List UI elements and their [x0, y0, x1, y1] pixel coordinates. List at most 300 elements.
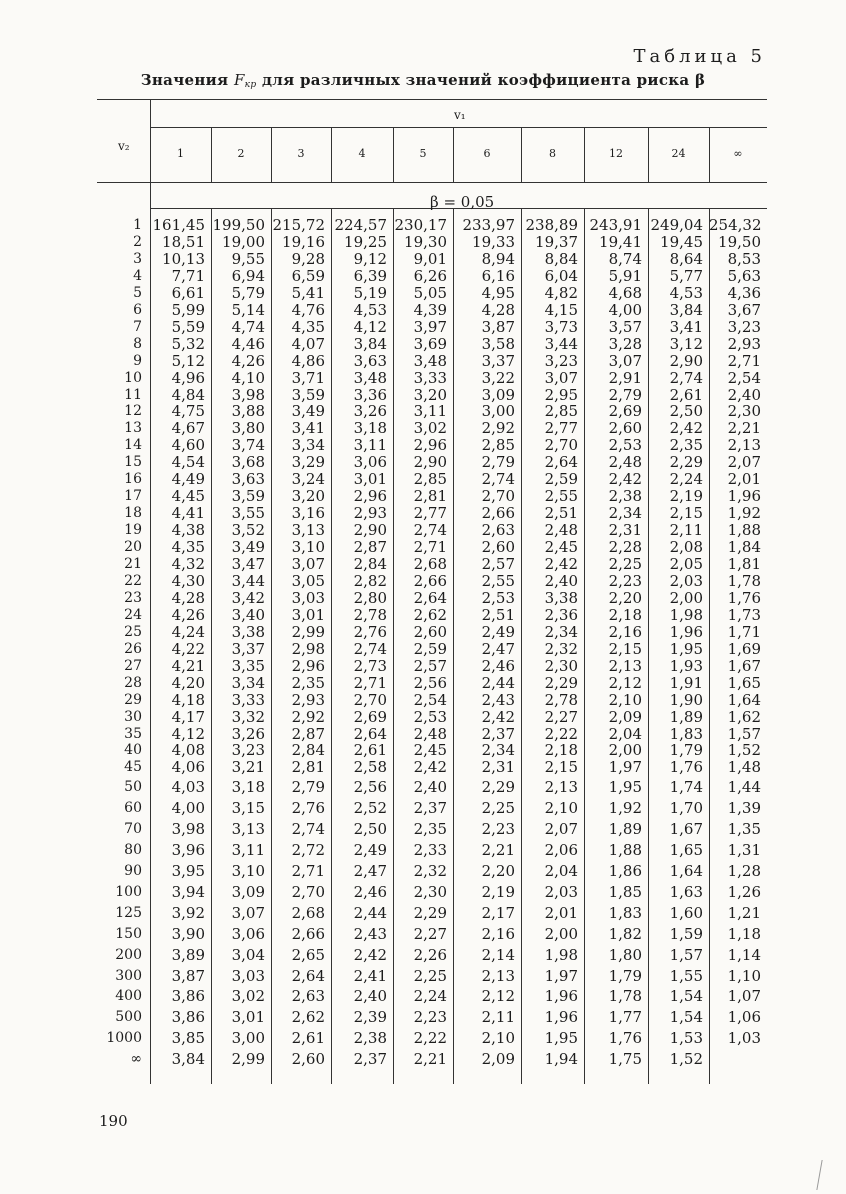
table-cell: 3,73 — [544, 317, 578, 336]
table-cell: 2,40 — [413, 778, 447, 797]
table-cell: 3,59 — [291, 385, 325, 404]
table-cell: 3,94 — [171, 882, 205, 901]
table-cell: 2,71 — [353, 673, 387, 692]
table-cell: 1,83 — [608, 903, 642, 922]
table-cell: 2,42 — [481, 707, 515, 726]
table-cell: 1,76 — [727, 588, 761, 607]
table-cell: 215,72 — [272, 216, 325, 234]
table-cell: 1,57 — [669, 945, 703, 964]
table-cell: 238,89 — [525, 216, 578, 234]
table-cell: 2,20 — [481, 862, 515, 880]
column-header: 8 — [549, 147, 556, 160]
row-label: 1 — [133, 217, 142, 233]
table-cell: 2,69 — [353, 707, 387, 726]
table-cell: 1,53 — [669, 1029, 703, 1048]
table-cell: 4,54 — [171, 453, 205, 472]
table-cell: 3,86 — [171, 987, 205, 1006]
table-cell: 4,03 — [171, 778, 205, 797]
table-cell: 3,18 — [353, 419, 387, 438]
table-cell: 1,98 — [544, 945, 578, 964]
table-cell: 1,54 — [669, 987, 703, 1006]
column-header: 2 — [237, 147, 245, 160]
table-cell: 3,32 — [231, 707, 265, 726]
table-cell: 4,95 — [481, 283, 515, 302]
table-cell: 2,79 — [481, 453, 515, 472]
table-cell: 2,46 — [353, 882, 387, 901]
table-cell: 2,96 — [413, 436, 447, 455]
table-cell: 4,17 — [171, 707, 205, 726]
table-cell: 1,95 — [608, 778, 642, 797]
table-cell: 1,31 — [727, 841, 761, 860]
table-cell: 1,82 — [608, 924, 642, 943]
row-label: 1000 — [106, 1030, 142, 1047]
row-label: 14 — [124, 437, 142, 454]
table-cell: 1,54 — [669, 1008, 703, 1027]
table-cell: 2,37 — [353, 1050, 387, 1069]
table-cell: 3,92 — [171, 903, 205, 922]
table-cell: 2,74 — [669, 368, 703, 387]
table-cell: 1,69 — [727, 639, 761, 658]
table-cell: 3,02 — [231, 987, 265, 1006]
table-cell: 3,20 — [291, 487, 325, 506]
table-cell: 1,88 — [727, 521, 761, 540]
table-cell: 2,01 — [544, 903, 578, 922]
table-cell: 3,21 — [231, 758, 265, 777]
table-cell: 2,34 — [481, 741, 515, 760]
table-cell: 2,60 — [291, 1050, 325, 1069]
table-cell: 2,35 — [413, 820, 447, 839]
table-cell: 3,47 — [231, 555, 265, 573]
table-cell: 1,97 — [544, 966, 578, 985]
row-label: 3 — [133, 250, 142, 267]
table-cell: 5,32 — [171, 334, 205, 353]
table-cell: 10,13 — [162, 249, 205, 268]
table-cell: 1,55 — [669, 966, 703, 985]
table-cell: 8,53 — [727, 249, 761, 268]
table-cell: 2,13 — [544, 778, 578, 797]
table-cell: 3,58 — [481, 334, 515, 353]
row-label: 12 — [124, 403, 142, 420]
table-cell: 1,79 — [608, 966, 642, 985]
table-cell: 2,87 — [353, 538, 387, 557]
table-cell: 2,20 — [608, 588, 642, 607]
table-cell: 2,65 — [291, 945, 325, 964]
table-cell: 3,84 — [669, 300, 703, 319]
table-cell: 5,41 — [291, 283, 325, 302]
table-cell: 2,26 — [413, 945, 447, 964]
table-cell: 4,12 — [171, 724, 205, 743]
column-header: 3 — [297, 147, 305, 160]
table-cell: 4,84 — [171, 385, 205, 404]
table-cell: 4,18 — [171, 690, 205, 709]
row-label: 500 — [115, 1009, 142, 1026]
row-label: 30 — [124, 708, 142, 725]
table-cell: 1,77 — [608, 1008, 642, 1027]
table-cell: 4,06 — [171, 758, 205, 777]
table-cell: 2,28 — [608, 538, 642, 557]
table-cell: 19,30 — [404, 232, 447, 251]
table-cell: 1,96 — [727, 487, 761, 506]
row-label: 17 — [124, 488, 142, 505]
table-cell: 19,37 — [535, 232, 578, 251]
table-cell: 1,90 — [669, 690, 703, 709]
table-cell: 5,12 — [171, 351, 205, 370]
table-cell: 4,26 — [171, 605, 205, 624]
column-header: 24 — [671, 147, 686, 160]
row-label: 60 — [124, 800, 142, 817]
page-title — [0, 71, 846, 90]
table-cell: 2,04 — [608, 724, 642, 743]
row-label: 21 — [124, 556, 142, 572]
table-cell: 2,00 — [669, 588, 703, 607]
table-cell: 19,33 — [472, 232, 515, 251]
table-cell: 3,06 — [231, 924, 265, 943]
table-cell: 1,28 — [727, 862, 761, 880]
table-cell: 2,82 — [353, 571, 387, 590]
table-cell: 3,98 — [171, 820, 205, 839]
table-cell: 2,81 — [413, 487, 447, 506]
table-cell: 3,67 — [727, 300, 761, 319]
table-cell: 3,20 — [413, 385, 447, 404]
row-label: 150 — [115, 925, 142, 942]
table-cell: 9,55 — [231, 249, 265, 268]
table-cell: 233,97 — [462, 216, 515, 234]
table-cell: 4,60 — [171, 436, 205, 455]
table-cell: 3,11 — [231, 841, 265, 860]
table-cell: 4,39 — [413, 300, 447, 319]
table-cell: 5,19 — [353, 283, 387, 302]
row-label: 27 — [124, 657, 142, 674]
table-cell: 1,21 — [727, 903, 761, 922]
table-cell: 2,24 — [669, 470, 703, 489]
table-cell: 19,45 — [660, 232, 703, 251]
table-cell: 2,42 — [669, 419, 703, 438]
table-cell: 2,91 — [608, 368, 642, 387]
table-cell: 3,87 — [481, 317, 515, 336]
table-cell: 5,77 — [669, 266, 703, 285]
table-cell: 2,27 — [544, 707, 578, 726]
table-cell: 2,85 — [481, 436, 515, 455]
table-cell: 2,60 — [413, 622, 447, 641]
table-cell: 3,10 — [231, 862, 265, 880]
table-cell: 3,86 — [171, 1008, 205, 1027]
table-cell: 2,48 — [608, 453, 642, 472]
table-cell: 4,96 — [171, 368, 205, 387]
table-cell: 2,42 — [353, 945, 387, 964]
table-cell: 5,05 — [413, 283, 447, 302]
table-cell: 2,42 — [413, 758, 447, 777]
table-cell: 8,94 — [481, 249, 515, 268]
table-cell: 2,30 — [544, 656, 578, 675]
table-cell: 1,03 — [727, 1029, 761, 1048]
table-cell: 1,81 — [727, 555, 761, 573]
table-cell: 3,29 — [291, 453, 325, 472]
table-cell: 1,92 — [608, 799, 642, 818]
table-cell: 2,63 — [291, 987, 325, 1006]
table-cell: 2,31 — [481, 758, 515, 777]
table-cell: 3,03 — [231, 966, 265, 985]
table-cell: 2,71 — [291, 862, 325, 880]
table-cell: 3,00 — [231, 1029, 265, 1048]
table-cell: 3,35 — [231, 656, 265, 675]
table-cell: 2,92 — [481, 419, 515, 438]
table-cell: 2,70 — [353, 690, 387, 709]
table-cell: 2,61 — [669, 385, 703, 404]
table-cell: 2,87 — [291, 724, 325, 743]
table-cell: 1,18 — [727, 924, 761, 943]
table-cell: 1,14 — [727, 945, 761, 964]
table-cell: 3,49 — [291, 402, 325, 421]
table-cell: 3,74 — [231, 436, 265, 455]
table-cell: 3,42 — [231, 588, 265, 607]
row-label: 4 — [133, 267, 142, 284]
table-cell: 2,61 — [291, 1029, 325, 1048]
table-cell: 4,36 — [727, 283, 761, 302]
table-cell: 2,46 — [481, 656, 515, 675]
table-cell: 5,14 — [231, 300, 265, 319]
table-cell: 3,40 — [231, 605, 265, 624]
table-cell: 4,82 — [544, 283, 578, 302]
table-cell: 2,10 — [608, 690, 642, 709]
table-cell: 2,85 — [544, 402, 578, 421]
table-cell: 3,84 — [353, 334, 387, 353]
table-cell: 3,63 — [353, 351, 387, 370]
table-cell: 2,18 — [544, 741, 578, 760]
table-cell: 2,54 — [727, 368, 761, 387]
table-cell: 2,48 — [544, 521, 578, 540]
table-cell: 2,25 — [481, 799, 515, 818]
row-label: 10 — [124, 369, 142, 386]
table-cell: 3,28 — [608, 334, 642, 353]
row-label: 29 — [124, 691, 142, 708]
table-cell: 2,15 — [544, 758, 578, 777]
table-cell: 3,24 — [291, 470, 325, 489]
table-cell: 3,23 — [231, 741, 265, 760]
table-cell: 9,28 — [291, 249, 325, 268]
table-cell: 1,89 — [608, 820, 642, 839]
table-cell: 3,00 — [481, 402, 515, 421]
table-cell: 3,33 — [413, 368, 447, 387]
table-cell: 6,16 — [481, 266, 515, 285]
table-cell: 2,13 — [481, 966, 515, 985]
table-cell: 2,35 — [291, 673, 325, 692]
column-header: 6 — [483, 147, 491, 160]
table-cell: 2,19 — [669, 487, 703, 506]
table-cell: 1,85 — [608, 882, 642, 901]
table-cell: 2,64 — [291, 966, 325, 985]
table-cell: 2,76 — [353, 622, 387, 641]
table-cell: 3,44 — [544, 334, 578, 353]
table-cell: 3,23 — [727, 317, 761, 336]
table-cell: 1,39 — [727, 799, 761, 818]
table-cell: 2,53 — [481, 588, 515, 607]
table-cell: 2,04 — [544, 862, 578, 880]
table-cell: 4,75 — [171, 402, 205, 421]
table-cell: 2,23 — [413, 1008, 447, 1027]
table-cell: 3,06 — [353, 453, 387, 472]
table-cell: 3,36 — [353, 385, 387, 404]
table-cell: 2,47 — [481, 639, 515, 658]
table-cell: 2,80 — [353, 588, 387, 607]
table-cell: 3,18 — [231, 778, 265, 797]
table-cell: 249,04 — [650, 216, 703, 234]
table-cell: 2,79 — [608, 385, 642, 404]
table-cell: 3,03 — [291, 588, 325, 607]
table-cell: 4,07 — [291, 334, 325, 353]
table-cell: 4,49 — [171, 470, 205, 489]
column-header: 5 — [419, 147, 427, 160]
table-cell: 2,45 — [544, 538, 578, 557]
table-cell: 3,34 — [291, 436, 325, 455]
table-cell: 2,37 — [413, 799, 447, 818]
table-cell: 3,13 — [291, 521, 325, 540]
table-cell: 4,10 — [231, 368, 265, 387]
row-label: 16 — [124, 471, 142, 488]
table-cell: 1,06 — [727, 1008, 761, 1027]
table-cell: 4,74 — [231, 317, 265, 336]
row-label: 22 — [124, 572, 142, 589]
table-cell: 2,13 — [608, 656, 642, 675]
table-cell: 1,63 — [669, 882, 703, 901]
table-cell: 2,42 — [608, 470, 642, 489]
table-cell: 2,99 — [231, 1050, 265, 1069]
row-label: 28 — [124, 674, 142, 691]
table-cell: 2,78 — [353, 605, 387, 624]
table-cell: 1,79 — [669, 741, 703, 760]
table-cell: 1,76 — [669, 758, 703, 777]
table-cell: 3,59 — [231, 487, 265, 506]
table-cell: 2,33 — [413, 841, 447, 860]
table-cell: 2,16 — [481, 924, 515, 943]
table-cell: 3,68 — [231, 453, 265, 472]
table-cell: 2,29 — [481, 778, 515, 797]
table-cell: 3,98 — [231, 385, 265, 404]
table-cell: 3,95 — [171, 862, 205, 880]
row-label: 8 — [133, 335, 142, 352]
table-cell: 2,05 — [669, 555, 703, 573]
table-cell: 1,83 — [669, 724, 703, 743]
table-cell: 4,45 — [171, 487, 205, 506]
table-cell: 2,62 — [413, 605, 447, 624]
table-cell: 2,70 — [291, 882, 325, 901]
table-cell: 2,15 — [669, 504, 703, 523]
table-cell: 1,80 — [608, 945, 642, 964]
table-cell: 2,66 — [291, 924, 325, 943]
table-cell: 2,53 — [413, 707, 447, 726]
table-cell: 19,25 — [344, 232, 387, 251]
table-cell: 2,41 — [353, 966, 387, 985]
table-cell: 4,86 — [291, 351, 325, 370]
scan-mark — [816, 1160, 828, 1190]
table-cell: 2,40 — [353, 987, 387, 1006]
table-cell: 2,51 — [481, 605, 515, 624]
table-cell: 1,52 — [727, 741, 761, 760]
column-header: 4 — [358, 147, 366, 160]
table-cell: 2,70 — [544, 436, 578, 455]
table-cell: 8,64 — [669, 249, 703, 268]
table-cell: 2,29 — [544, 673, 578, 692]
table-cell: 3,02 — [413, 419, 447, 438]
table-cell: 2,66 — [413, 571, 447, 590]
table-cell: 1,88 — [608, 841, 642, 860]
table-cell: 2,21 — [413, 1050, 447, 1069]
table-cell: 3,63 — [231, 470, 265, 489]
table-cell: 2,49 — [481, 622, 515, 641]
table-cell: 2,40 — [544, 571, 578, 590]
column-header: ∞ — [733, 147, 743, 160]
table-cell: 2,69 — [608, 402, 642, 421]
table-cell: 2,25 — [413, 966, 447, 985]
row-label: 5 — [133, 284, 142, 301]
table-cell: 230,17 — [394, 216, 447, 234]
table-cell: 1,98 — [669, 605, 703, 624]
table-cell: 2,53 — [608, 436, 642, 455]
table-cell: 2,23 — [481, 820, 515, 839]
table-cell: 19,50 — [718, 232, 761, 251]
table-cell: 2,85 — [413, 470, 447, 489]
table-cell: 2,74 — [353, 639, 387, 658]
table-cell: 4,38 — [171, 521, 205, 540]
row-label: 400 — [115, 988, 142, 1005]
table-cell: 2,03 — [669, 571, 703, 590]
table-cell: 4,32 — [171, 555, 205, 573]
table-cell: 2,11 — [669, 521, 703, 540]
table-cell: 2,77 — [413, 504, 447, 523]
page-number: 190 — [99, 1112, 128, 1130]
table-cell: 2,96 — [291, 656, 325, 675]
table-cell: 3,52 — [231, 521, 265, 540]
table-cell: 19,00 — [222, 232, 265, 251]
table-cell: 2,47 — [353, 862, 387, 880]
table-cell: 2,90 — [669, 351, 703, 370]
table-cell: 1,96 — [544, 987, 578, 1006]
table-cell: 2,34 — [544, 622, 578, 641]
table-cell: 2,55 — [544, 487, 578, 506]
table-cell: 2,93 — [291, 690, 325, 709]
table-cell: 254,32 — [709, 216, 762, 234]
column-header: 12 — [609, 147, 623, 160]
table-cell: 2,22 — [413, 1029, 447, 1048]
table-cell: 4,53 — [669, 283, 703, 302]
table-cell: 1,92 — [727, 504, 761, 523]
table-cell: 2,98 — [291, 639, 325, 658]
table-cell: 2,74 — [291, 820, 325, 839]
table-cell: 2,95 — [544, 385, 578, 404]
table-cell: 4,76 — [291, 300, 325, 319]
table-cell: 2,36 — [544, 605, 578, 624]
table-cell: 1,64 — [669, 862, 703, 880]
table-cell: 9,01 — [413, 249, 447, 268]
table-cell: 2,17 — [481, 903, 515, 922]
row-label: 70 — [124, 821, 142, 838]
row-label: 35 — [124, 725, 142, 742]
table-cell: 1,71 — [727, 622, 761, 641]
title-symbol: F — [233, 71, 245, 89]
table-cell: 2,92 — [291, 707, 325, 726]
table-cell: 2,61 — [353, 741, 387, 760]
table-cell: 2,76 — [291, 799, 325, 818]
table-cell: 2,50 — [669, 402, 703, 421]
table-cell: 2,59 — [413, 639, 447, 658]
table-cell: 2,01 — [727, 470, 761, 489]
table-cell: 2,11 — [481, 1008, 515, 1027]
row-label: 80 — [124, 842, 142, 859]
title-subscript: кр — [244, 80, 257, 90]
column-header: 1 — [177, 147, 184, 160]
row-label: 50 — [124, 779, 142, 796]
table-cell: 2,42 — [544, 555, 578, 573]
table-cell: 2,06 — [544, 841, 578, 860]
